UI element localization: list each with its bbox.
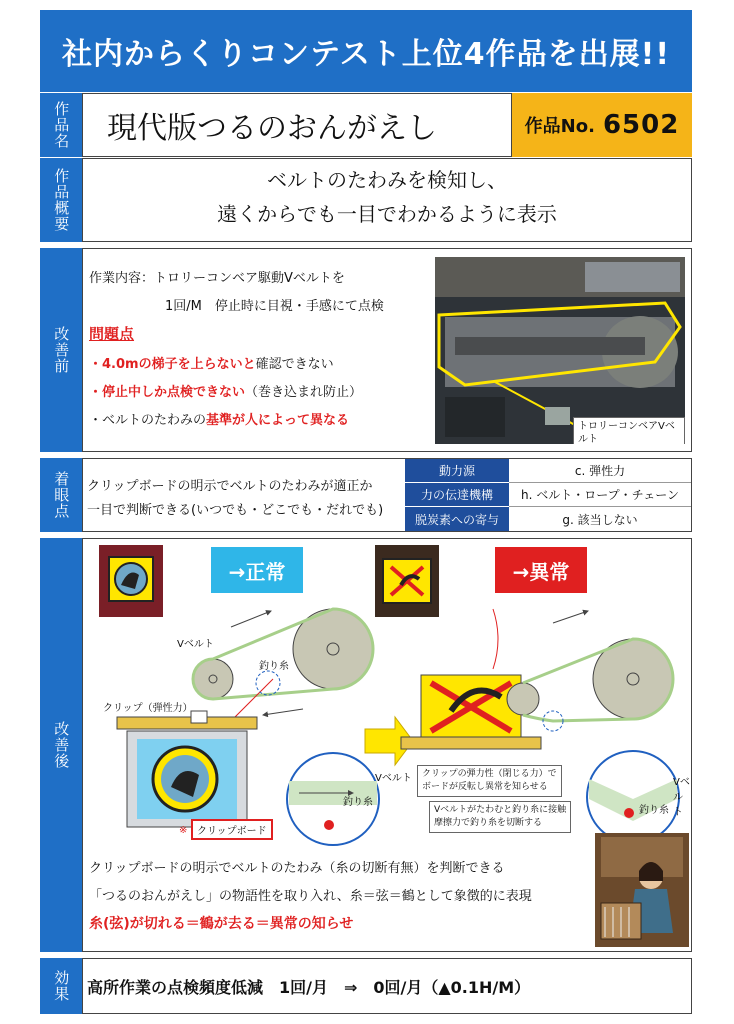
work-content-line-2: 1回/M 停止時に目視・手感にて点検: [165, 299, 384, 314]
problem-1-highlight: ・4.0mの梯子を上らないと: [89, 357, 256, 372]
diagram-clip-label: クリップ（弾性力）: [103, 703, 193, 714]
label-before: 改善前: [40, 248, 82, 452]
problem-2-rest: （巻き込まれ防止）: [245, 385, 363, 400]
after-desc-2: 「つるのおんがえし」の物語性を取り入れ、糸＝弦＝鶴として象徴的に表現: [89, 889, 532, 904]
label-effect: 効果: [40, 958, 82, 1014]
problem-3-pre: ・ベルトのたわみの: [89, 413, 207, 428]
after-section: [82, 538, 692, 952]
callout-2-line-1: Vベルトがたわむと釣り糸に接触: [434, 805, 567, 815]
table-label-transmission: 力の伝達機構: [405, 483, 509, 507]
callout-belt-friction: [429, 801, 571, 833]
focus-line-1: クリップボードの明示でベルトのたわみが適正か: [87, 479, 373, 494]
diagram-v-belt-label: Vベルト: [177, 639, 214, 650]
problem-3: [89, 409, 349, 428]
overview-text: [82, 158, 692, 242]
work-number: [512, 93, 692, 157]
work-content-line-1: 作業内容：トロリーコンベア駆動Vベルトを: [89, 271, 345, 286]
overview-line-1: ベルトのたわみを検知し、: [267, 168, 507, 192]
effect-text: 高所作業の点検頻度低減 1回/月 ⇒ 0回/月（▲0.1H/M）: [82, 958, 692, 1014]
clipboard-note-mark: ※: [179, 825, 188, 836]
table-value-transmission: h. ベルト・ロープ・チェーン: [509, 483, 691, 507]
before-section: [82, 248, 692, 452]
label-work-name: 作品名: [40, 93, 82, 157]
photo-caption: トロリーコンベアVベルト: [573, 417, 685, 444]
after-desc-3: 糸(弦)が切れる＝鶴が去る＝異常の知らせ: [89, 916, 354, 932]
diagram-v-belt-label-2: Vベルト: [375, 773, 412, 784]
diagram-v-belt-label-3: Vベルト: [673, 777, 690, 818]
page-header: 社内からくりコンテスト上位4作品を出展!!: [40, 10, 692, 92]
problem-3-highlight: 基準が人によって異なる: [206, 413, 350, 428]
conveyor-belt-photo: [435, 257, 685, 444]
after-desc-1: クリップボードの明示でベルトのたわみ（糸の切断有無）を判断できる: [89, 861, 505, 876]
work-number-label: 作品No.: [524, 116, 595, 137]
callout-clip-elasticity: [417, 765, 562, 797]
focus-table: [405, 459, 691, 531]
focus-line-2: 一目で判断できる(いつでも・どこでも・だれでも): [87, 503, 384, 518]
abnormal-label: →異常: [495, 547, 587, 593]
weaving-woman-icon: [595, 833, 689, 947]
label-overview: 作品概要: [40, 158, 82, 242]
clipboard-label: クリップボード: [191, 819, 273, 840]
crane-wife-illustration: [595, 833, 689, 947]
overview-line-2: 遠くからでも一目でわかるように表示: [217, 202, 557, 226]
problem-title: 問題点: [89, 325, 135, 343]
diagram-fishing-line-label-3: 釣り糸: [639, 805, 669, 816]
normal-label: →正常: [211, 547, 303, 593]
mechanism-diagram: [83, 599, 691, 849]
callout-1-line-2: ボードが反転し異常を知らせる: [422, 782, 548, 792]
diagram-fishing-line-label-2: 釣り糸: [343, 797, 373, 808]
problem-1: [89, 353, 334, 372]
callout-1-line-1: クリップの弾力性（閉じる力）で: [422, 769, 557, 779]
problem-2-highlight: ・停止中しか点検できない: [89, 385, 246, 400]
table-value-power: c. 弾性力: [509, 459, 691, 483]
problem-1-rest: 確認できない: [255, 357, 334, 372]
table-label-decarbon: 脱炭素への寄与: [405, 507, 509, 531]
table-label-power: 動力源: [405, 459, 509, 483]
label-after: 改善後: [40, 538, 82, 952]
table-value-decarbon: g. 該当しない: [562, 512, 638, 527]
focus-section: [82, 458, 692, 532]
work-number-value: 6502: [602, 110, 680, 140]
problem-2: [89, 381, 362, 400]
label-focus: 着眼点: [40, 458, 82, 532]
conveyor-belt-illustration: [435, 257, 685, 444]
callout-2-line-2: 摩擦力で釣り糸を切断する: [434, 818, 543, 828]
work-title: 現代版つるのおんがえし: [82, 93, 512, 157]
diagram-fishing-line-label: 釣り糸: [259, 661, 289, 672]
